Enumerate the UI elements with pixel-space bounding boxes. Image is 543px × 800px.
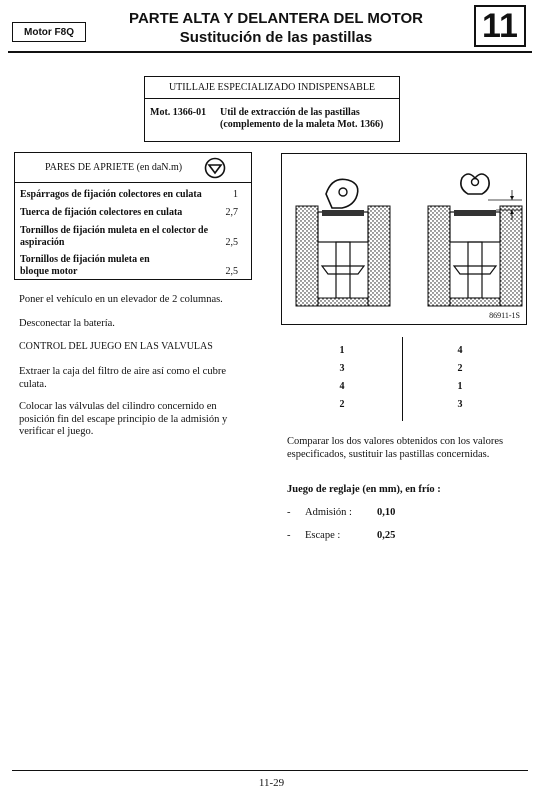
footer-divider xyxy=(12,770,528,771)
spec-value: 0,25 xyxy=(377,530,396,541)
tooling-box xyxy=(144,76,400,142)
sequence-cell-left: 3 xyxy=(339,363,345,374)
valve-clearance-figure xyxy=(281,153,527,325)
sequence-divider xyxy=(402,337,403,421)
compare-paragraph: Comparar los dos valores obtenidos con los valores especificados, sustituir las pastillas concernidas. xyxy=(287,436,504,460)
tooling-desc-line2: (complemento de la maleta Mot. 1366) xyxy=(220,119,384,130)
spec-title: Juego de reglaje (en mm), en frío : xyxy=(287,484,441,495)
header-divider xyxy=(8,51,532,53)
valve-sequence-table xyxy=(290,337,520,421)
torque-row-value: 2,7 xyxy=(225,207,238,218)
torque-row-value: 1 xyxy=(233,189,238,200)
chapter-number: 11 xyxy=(474,5,526,47)
sequence-cell-left: 1 xyxy=(339,345,345,356)
instruction-paragraph: Colocar las válvulas del cilindro concernido en posición fin del escape principio de la admisión y verificar el juego. xyxy=(19,401,228,437)
tooling-desc-line1: Util de extracción de las pastillas xyxy=(220,107,360,118)
spec-value: 0,10 xyxy=(377,507,396,518)
torque-row xyxy=(20,225,248,249)
torque-row xyxy=(20,207,248,219)
section-heading: CONTROL DEL JUEGO EN LAS VALVULAS xyxy=(19,341,213,352)
tooling-row xyxy=(145,99,399,141)
sequence-cell-right: 1 xyxy=(457,381,463,392)
valve-diagram xyxy=(282,154,528,326)
page-number: 11-29 xyxy=(258,777,285,789)
sequence-cell-right: 3 xyxy=(457,399,463,410)
tooling-ref: Mot. 1366-01 xyxy=(150,107,207,118)
instruction-paragraph: Extraer la caja del filtro de aire así como el cubre culata. xyxy=(19,366,226,390)
instruction-paragraph: Desconectar la batería. xyxy=(19,318,115,329)
sequence-cell-right: 4 xyxy=(457,345,463,356)
torque-row-value: 2,5 xyxy=(225,237,238,248)
sequence-cell-left: 4 xyxy=(339,381,345,392)
spec-dash: - xyxy=(287,507,291,518)
sequence-cell-left: 2 xyxy=(339,399,345,410)
motor-label: Motor F8Q xyxy=(12,22,86,42)
torque-row xyxy=(20,254,248,278)
torque-table xyxy=(14,152,252,280)
torque-row-label: Tuerca de fijación colectores en culata xyxy=(20,207,183,218)
torque-wrench-icon xyxy=(204,157,226,179)
title-line-1: PARTE ALTA Y DELANTERA DEL MOTOR xyxy=(129,10,423,27)
spec-dash: - xyxy=(287,530,291,541)
figure-reference: 86911-1S xyxy=(489,311,520,320)
torque-row-label: Tornillos de fijación muleta en bloque motor xyxy=(20,254,150,277)
valve-assembly-right xyxy=(428,174,522,306)
torque-heading-row xyxy=(15,153,251,183)
torque-row-label: Espárragos de fijación colectores en culata xyxy=(20,189,202,200)
torque-row-value: 2,5 xyxy=(225,266,238,277)
sequence-cell-right: 2 xyxy=(457,363,463,374)
page-title xyxy=(96,9,456,47)
title-line-2: Sustitución de las pastillas xyxy=(179,29,373,46)
torque-heading: PARES DE APRIETE (en daN.m) xyxy=(45,162,183,173)
spec-name: Escape : xyxy=(305,530,341,541)
spec-name: Admisión : xyxy=(305,507,352,518)
valve-assembly-left xyxy=(296,179,390,306)
tooling-desc xyxy=(220,107,383,131)
torque-row xyxy=(20,189,248,201)
instruction-paragraph: Poner el vehículo en un elevador de 2 columnas. xyxy=(19,294,223,305)
torque-row-label: Tornillos de fijación muleta en el colector de aspiración xyxy=(20,225,209,248)
tooling-heading: UTILLAJE ESPECIALIZADO INDISPENSABLE xyxy=(145,77,399,99)
